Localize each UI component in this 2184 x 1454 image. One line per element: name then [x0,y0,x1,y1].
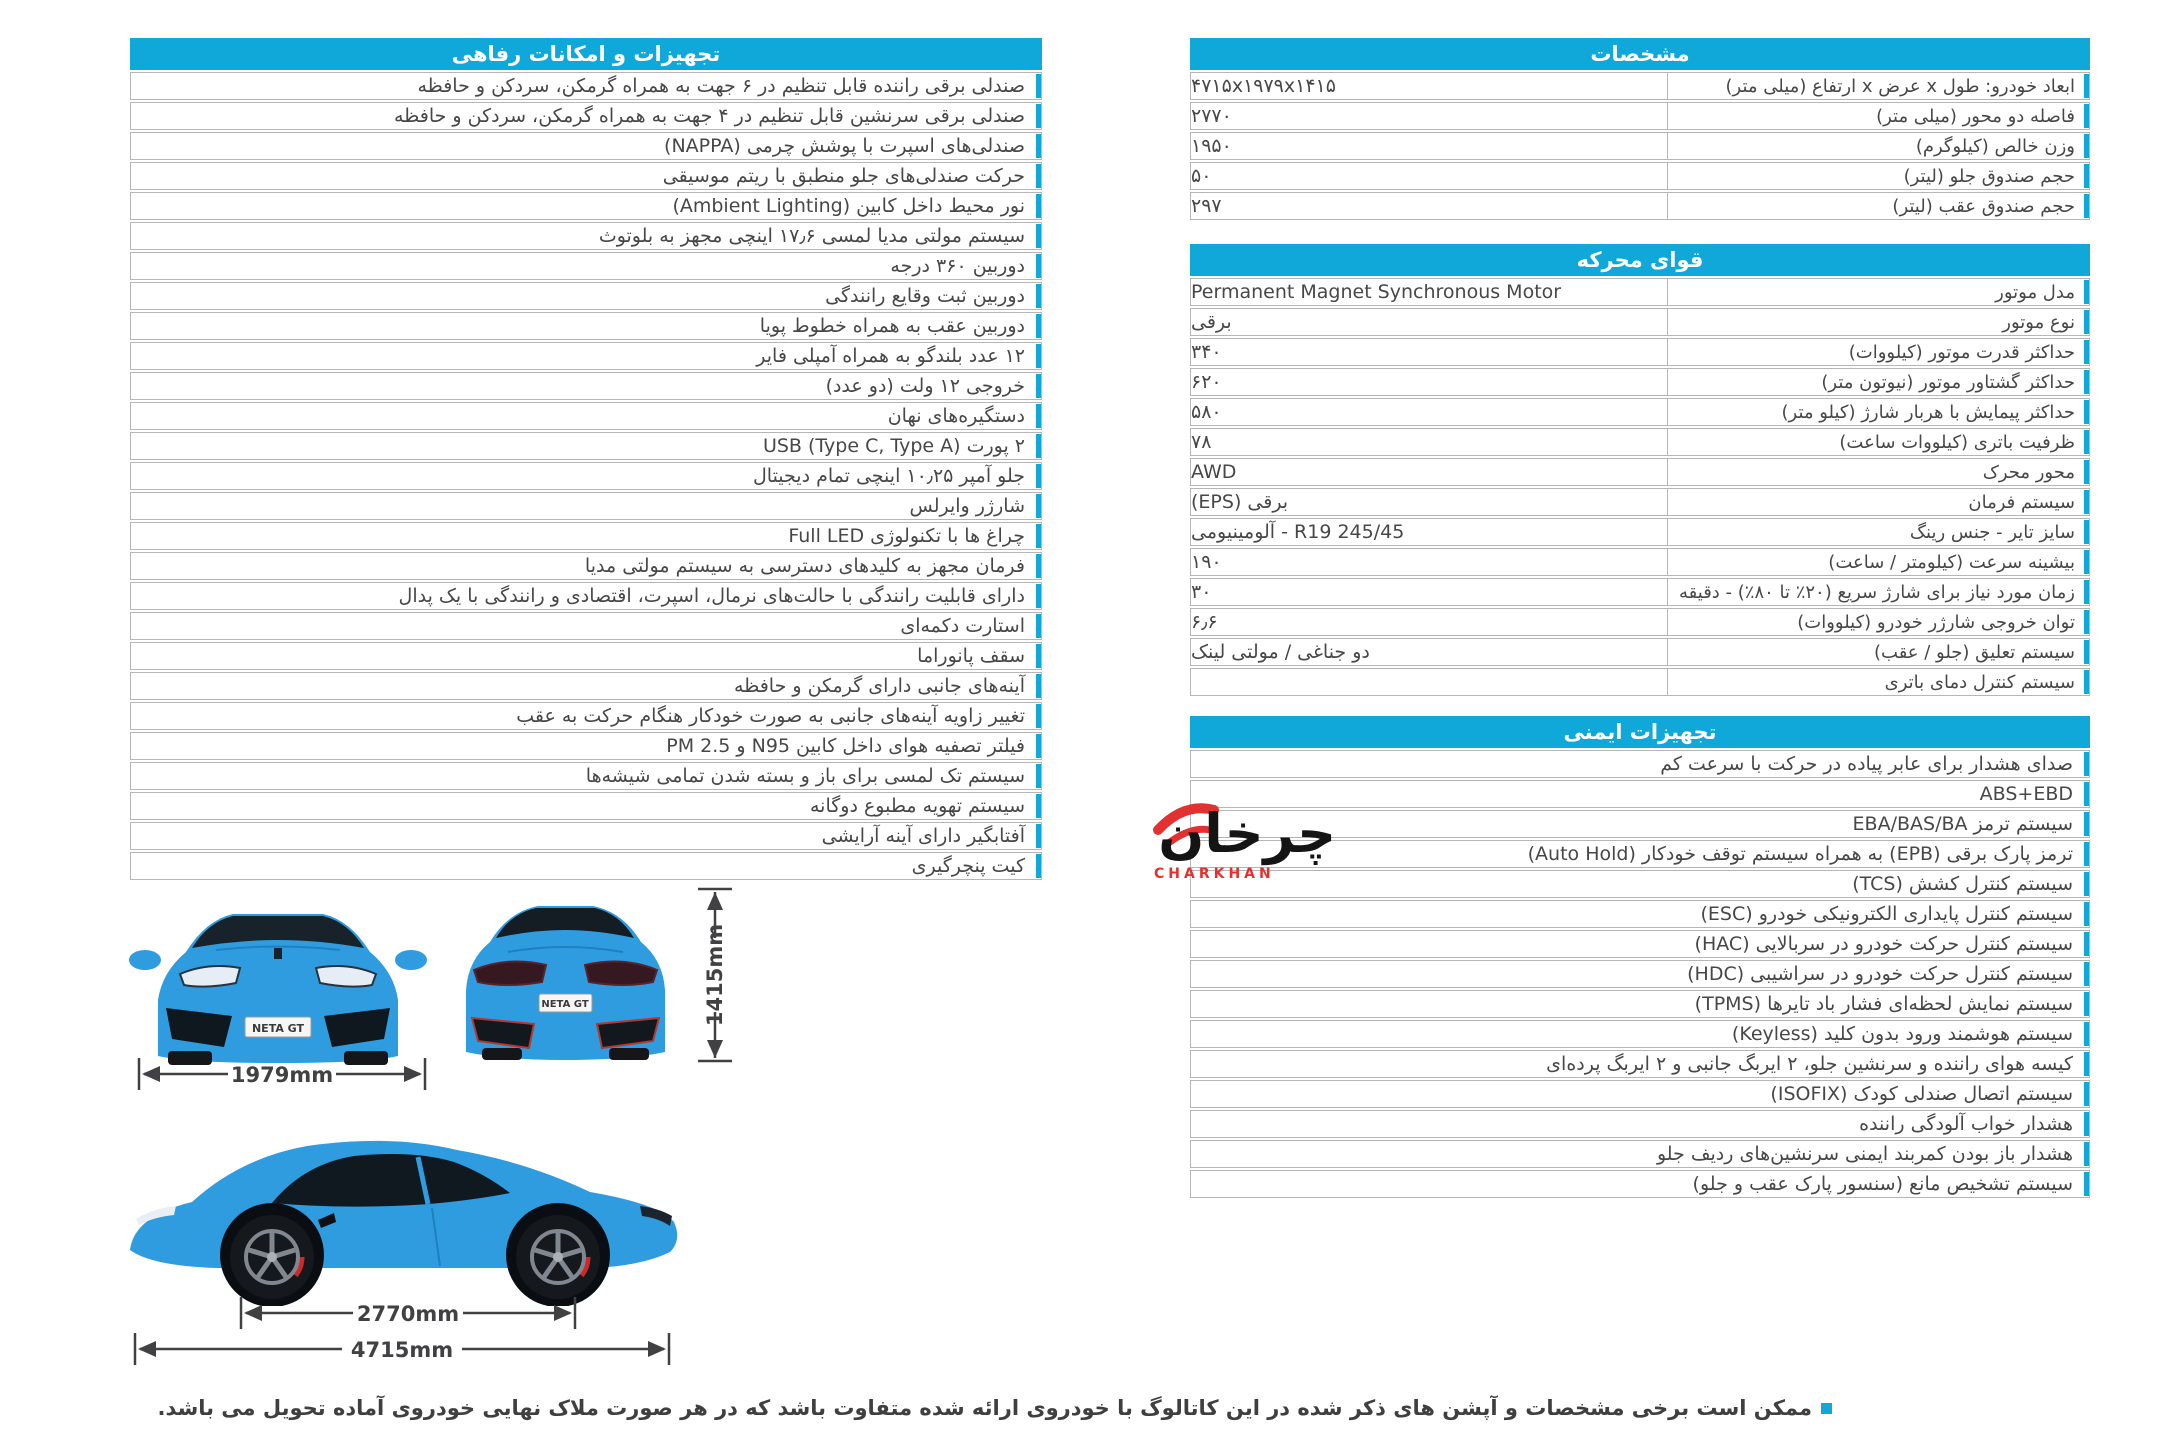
safety-row [1190,1140,2090,1168]
safety-text: سیستم کنترل پایداری الکترونیکی خودرو (ESC) [1700,903,2073,925]
feature-text: تغییر زاویه آینه‌های جانبی به صورت خودکار هنگام حرکت به عقب [516,705,1025,727]
spec-label-cell [1667,103,2089,129]
powertrain-label-cell [1667,309,2089,335]
feature-text: دوربین عقب به همراه خطوط پویا [759,315,1025,337]
safety-text: سیستم اتصال صندلی کودک (ISOFIX) [1770,1083,2073,1105]
feature-text: دوربین ۳۶۰ درجه [890,255,1025,277]
safety-text: هشدار باز بودن کمربند ایمنی سرنشین‌های ردیف جلو [1656,1143,2073,1165]
feature-row [130,192,1042,220]
specs-table-header [1190,38,2090,70]
safety-row [1190,750,2090,778]
feature-text: سقف پانوراما [917,645,1025,667]
feature-text: ۲ پورت USB (Type C, Type A) [762,435,1025,457]
powertrain-label: بیشینه سرعت (کیلومتر / ساعت) [1828,551,2075,573]
spec-label-cell [1667,163,2089,189]
powertrain-label: نوع موتور [2002,311,2075,333]
safety-text: صدای هشدار برای عابر پیاده در حرکت با سرعت کم [1660,753,2073,775]
powertrain-label-cell [1667,429,2089,455]
feature-row [130,552,1042,580]
feature-text: خروجی ۱۲ ولت (دو عدد) [825,375,1025,397]
safety-row [1190,930,2090,958]
spec-value: ۵۰ [1191,165,1212,187]
feature-row [130,852,1042,880]
feature-row [130,522,1042,550]
feature-row [130,282,1042,310]
spec-row [1190,192,2090,220]
front-license-plate: NETA GT [251,1022,305,1035]
powertrain-label: مدل موتور [1995,281,2075,303]
feature-row [130,462,1042,490]
spec-value-cell [1191,133,1667,159]
safety-row [1190,1020,2090,1048]
spec-value: ۱۹۵۰ [1191,135,1232,157]
powertrain-label: حداکثر پیمایش با هربار شارژ (کیلو متر) [1781,401,2075,423]
safety-table-title: تجهیزات ایمنی [1563,720,1717,744]
charkhan-watermark [1146,790,1341,885]
feature-text: حرکت صندلی‌های جلو منطبق با ریتم موسیقی [662,165,1025,187]
powertrain-value-cell [1191,669,1667,695]
length-label: 4715mm [350,1338,454,1362]
powertrain-table-body [1190,278,2090,696]
feature-text: جلو آمپر ۱۰٫۲۵ اینچی تمام دیجیتال [752,465,1025,487]
spec-label: حجم صندوق عقب (لیتر) [1892,195,2075,217]
safety-row [1190,1050,2090,1078]
powertrain-label: حداکثر قدرت موتور (کیلووات) [1848,341,2075,363]
powertrain-label: سایز تایر - جنس رینگ [1909,521,2075,543]
features-table-title: تجهیزات و امکانات رفاهی [451,42,721,66]
car-front-view-svg [128,880,428,1066]
powertrain-label-cell [1667,609,2089,635]
spec-row [1190,162,2090,190]
powertrain-label: محور محرک [1982,461,2075,483]
width-dimension-arrow [136,1056,428,1092]
feature-row [130,432,1042,460]
feature-row [130,312,1042,340]
powertrain-value-cell [1191,609,1667,635]
features-table [130,38,1042,882]
feature-text: کیت پنچرگیری [911,855,1025,877]
feature-row [130,102,1042,130]
feature-row [130,612,1042,640]
dimension-length [132,1332,672,1370]
feature-row [130,72,1042,100]
powertrain-value: ۳۰ [1191,581,1212,603]
car-side-view-svg [122,1100,687,1306]
spec-value: ۲۹۷ [1191,195,1222,217]
feature-text: چراغ ها با تکنولوژی Full LED [788,525,1025,547]
spec-label-cell [1667,133,2089,159]
feature-row [130,822,1042,850]
powertrain-value: ۱۹۰ [1191,551,1222,573]
safety-row [1190,1080,2090,1108]
powertrain-value-cell [1191,309,1667,335]
feature-row [130,162,1042,190]
powertrain-label-cell [1667,339,2089,365]
spec-value-cell [1191,163,1667,189]
car-rear-view-image [448,890,683,1066]
car-side-view-image [122,1100,687,1310]
powertrain-label: حداکثر گشتاور موتور (نیوتون متر) [1821,371,2075,393]
powertrain-value: AWD [1191,461,1237,483]
powertrain-row [1190,278,2090,306]
safety-text: سیستم کنترل کشش (TCS) [1852,873,2073,895]
feature-text: فرمان مجهز به کلیدهای دسترسی به سیستم مولتی مدیا [584,555,1025,577]
feature-text: نور محیط داخل کابین (Ambient Lighting) [672,195,1025,217]
powertrain-label-cell [1667,279,2089,305]
dimension-front-width [136,1056,428,1096]
powertrain-label-cell [1667,549,2089,575]
spec-row [1190,102,2090,130]
feature-text: صندلی برقی سرنشین قابل تنظیم در ۴ جهت به همراه گرمکن، سردکن و حافظه [394,105,1025,127]
safety-row [1190,900,2090,928]
powertrain-row [1190,608,2090,636]
powertrain-table-title: قوای محرکه [1576,248,1704,272]
powertrain-value: Permanent Magnet Synchronous Motor [1191,281,1562,303]
powertrain-row [1190,458,2090,486]
powertrain-value-cell [1191,369,1667,395]
spec-row [1190,72,2090,100]
feature-row [130,132,1042,160]
powertrain-table-header [1190,244,2090,276]
powertrain-label-cell [1667,489,2089,515]
car-rear-view-svg [448,890,683,1062]
powertrain-label: سیستم فرمان [1968,491,2075,513]
specs-table [1190,38,2090,222]
safety-row [1190,1170,2090,1198]
safety-text: سیستم ترمز EBA/BAS/BA [1852,813,2073,835]
feature-text: سیستم تهویه مطبوع دوگانه [809,795,1025,817]
feature-text: صندلی‌های اسپرت با پوشش چرمی (NAPPA) [664,135,1025,157]
feature-row [130,402,1042,430]
safety-row [1190,990,2090,1018]
height-dimension-arrow [694,886,736,1064]
specs-table-body [1190,72,2090,220]
feature-text: آفتابگیر دارای آینه آرایشی [821,825,1025,847]
powertrain-label-cell [1667,639,2089,665]
powertrain-label-cell [1667,669,2089,695]
powertrain-value-cell [1191,459,1667,485]
powertrain-value-cell [1191,549,1667,575]
powertrain-table [1190,244,2090,698]
spec-value-cell [1191,73,1667,99]
powertrain-row [1190,338,2090,366]
features-table-header [130,38,1042,70]
spec-label: حجم صندوق جلو (لیتر) [1903,165,2075,187]
powertrain-value: برقی [1191,311,1232,333]
safety-text: ترمز پارک برقی (EPB) به همراه سیستم توقف خودکار (Auto Hold) [1527,843,2073,865]
powertrain-value-cell [1191,399,1667,425]
powertrain-row [1190,488,2090,516]
car-front-view-image [128,880,428,1070]
safety-text: سیستم هوشمند ورود بدون کلید (Keyless) [1731,1023,2073,1045]
feature-row [130,762,1042,790]
footnote-text: ممکن است برخی مشخصات و آپشن های ذکر شده در این کاتالوگ با خودروی ارائه شده متفاوت باشد که در هر صورت ملاک نهایی خودروی آماده تحویل می باشد. [157,1396,1812,1420]
safety-row [1190,1110,2090,1138]
wheelbase-dimension-arrow [238,1296,578,1330]
powertrain-label: سیستم تعلیق (جلو / عقب) [1874,641,2075,663]
powertrain-value-cell [1191,579,1667,605]
spec-label-cell [1667,193,2089,219]
features-table-body [130,72,1042,880]
powertrain-value-cell [1191,429,1667,455]
feature-text: سیستم مولتی مدیا لمسی ۱۷٫۶ اینچی مجهز به بلوتوث [598,225,1025,247]
feature-text: دوربین ثبت وقایع رانندگی [825,285,1025,307]
powertrain-value: ۶۲۰ [1191,371,1222,393]
powertrain-row [1190,638,2090,666]
safety-text: سیستم تشخیص مانع (سنسور پارک عقب و جلو) [1692,1173,2073,1195]
watermark-farsi-text: چرخان [1158,802,1336,865]
powertrain-value: ۳۴۰ [1191,341,1222,363]
spec-value: ۴۷۱۵x۱۹۷۹x۱۴۱۵ [1191,75,1336,97]
dimension-wheelbase [238,1296,578,1334]
spec-label: فاصله دو محور (میلی متر) [1876,105,2075,127]
front-wheel [230,1215,314,1299]
safety-row [1190,960,2090,988]
powertrain-row [1190,518,2090,546]
feature-text: فیلتر تصفیه هوای داخل کابین N95 و PM 2.5 [666,735,1025,757]
powertrain-value: برقی (EPS) [1191,491,1289,513]
specs-table-title: مشخصات [1590,42,1690,66]
powertrain-label: توان خروجی شارژر خودرو (کیلووات) [1797,611,2075,633]
powertrain-label: زمان مورد نیاز برای شارژ سریع (۲۰٪ تا ۸۰٪) - دقیقه [1679,581,2075,603]
powertrain-value-cell [1191,519,1667,545]
feature-text: دستگیره‌های نهان [887,405,1025,427]
height-label: 1415mm [703,923,727,1027]
powertrain-label-cell [1667,399,2089,425]
feature-row [130,342,1042,370]
powertrain-value: ۶٫۶ [1191,611,1218,633]
rear-license-plate: NETA GT [541,999,589,1010]
powertrain-row [1190,548,2090,576]
feature-row [130,732,1042,760]
front-width-label: 1979mm [230,1063,334,1087]
feature-row [130,222,1042,250]
spec-label: ابعاد خودرو: طول x عرض x ارتفاع (میلی متر) [1725,75,2075,97]
powertrain-value-cell [1191,489,1667,515]
feature-text: ۱۲ عدد بلندگو به همراه آمپلی فایر [756,345,1025,367]
feature-row [130,492,1042,520]
feature-row [130,252,1042,280]
powertrain-value: ۷۸ [1191,431,1212,453]
spec-value: ۲۷۷۰ [1191,105,1232,127]
rear-wheel [516,1215,600,1299]
powertrain-label-cell [1667,579,2089,605]
powertrain-value: ۵۸۰ [1191,401,1222,423]
feature-row [130,792,1042,820]
footnote-bullet-icon [1821,1403,1832,1414]
spec-row [1190,132,2090,160]
powertrain-value-cell [1191,339,1667,365]
feature-row [130,642,1042,670]
feature-row [130,582,1042,610]
powertrain-row [1190,578,2090,606]
powertrain-value-cell [1191,279,1667,305]
powertrain-value-cell [1191,639,1667,665]
footnote [157,1396,1832,1420]
length-dimension-arrow [132,1332,672,1366]
powertrain-label: ظرفیت باتری (کیلووات ساعت) [1839,431,2075,453]
feature-text: استارت دکمه‌ای [900,615,1025,637]
powertrain-row [1190,428,2090,456]
powertrain-row [1190,308,2090,336]
spec-value-cell [1191,193,1667,219]
powertrain-label-cell [1667,519,2089,545]
spec-label-cell [1667,73,2089,99]
safety-text: کیسه هوای راننده و سرنشین جلو، ۲ ایربگ جانبی و ۲ ایربگ پرده‌ای [1546,1053,2073,1075]
safety-text: هشدار خواب آلودگی راننده [1859,1113,2073,1135]
powertrain-label-cell [1667,459,2089,485]
powertrain-label-cell [1667,369,2089,395]
feature-text: سیستم تک لمسی برای باز و بسته شدن تمامی شیشه‌ها [585,765,1025,787]
powertrain-value: 245/45 R19 - آلومینیومی [1191,521,1405,543]
spec-value-cell [1191,103,1667,129]
spec-label: وزن خالص (کیلوگرم) [1915,135,2075,157]
feature-text: آینه‌های جانبی دارای گرمکن و حافظه [733,675,1025,697]
charkhan-logo [1146,790,1341,885]
powertrain-label: سیستم کنترل دمای باتری [1884,671,2075,693]
safety-text: سیستم نمایش لحظه‌ای فشار باد تایرها (TPMS) [1694,993,2073,1015]
feature-text: دارای قابلیت رانندگی با حالت‌های نرمال، اسپرت، اقتصادی و رانندگی با یک پدال [398,585,1025,607]
safety-table-header [1190,716,2090,748]
safety-text: سیستم کنترل حرکت خودرو در سراشیبی (HDC) [1687,963,2073,985]
powertrain-row [1190,368,2090,396]
wheelbase-label: 2770mm [356,1302,460,1326]
powertrain-value: دو جناغی / مولتی لینک [1191,641,1370,663]
feature-text: شارژر وایرلس [909,495,1025,517]
safety-text: سیستم کنترل حرکت خودرو در سربالایی (HAC) [1694,933,2073,955]
feature-row [130,702,1042,730]
feature-row [130,672,1042,700]
watermark-latin-text: CHARKHAN [1154,866,1275,882]
dimension-height [694,886,736,1068]
powertrain-row [1190,668,2090,696]
safety-text: ABS+EBD [1979,783,2073,805]
feature-text: صندلی برقی راننده قابل تنظیم در ۶ جهت به همراه گرمکن، سردکن و حافظه [417,75,1025,97]
powertrain-row [1190,398,2090,426]
feature-row [130,372,1042,400]
safety-table [1190,716,2090,1200]
